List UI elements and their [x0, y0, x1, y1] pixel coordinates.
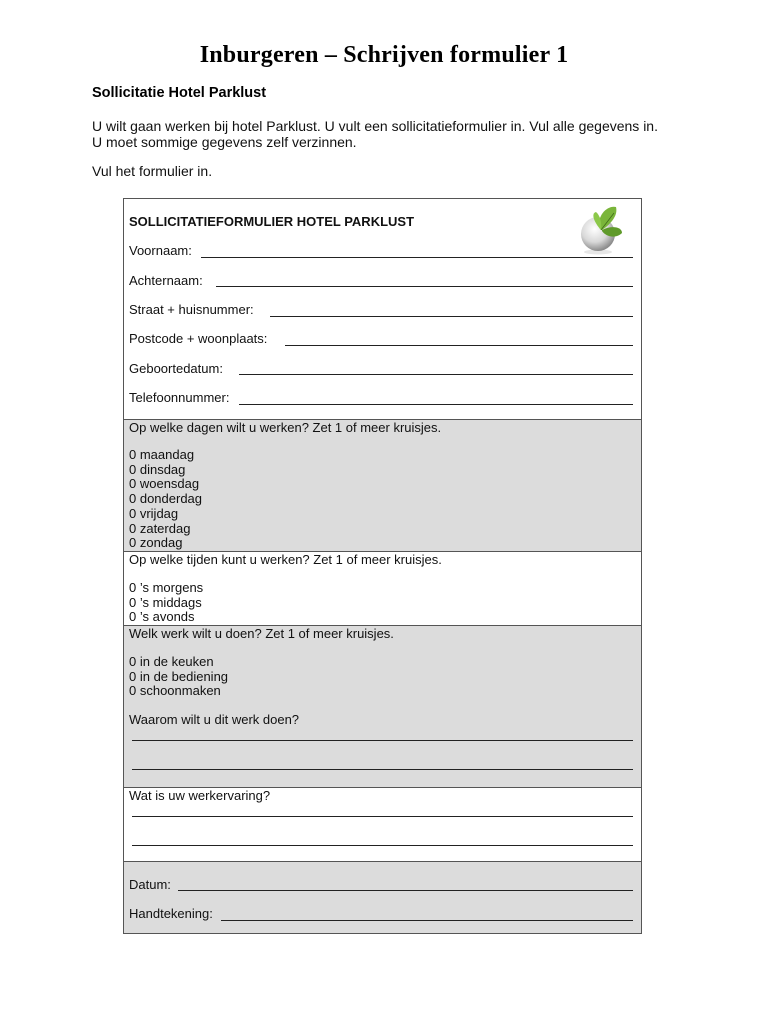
time-option-avonds[interactable]: 0 ’s avonds	[129, 609, 195, 625]
handtekening-field[interactable]	[221, 920, 633, 921]
day-option-maandag[interactable]: 0 maandag	[129, 447, 195, 462]
day-option-dinsdag[interactable]: 0 dinsdag	[129, 461, 186, 477]
achternaam-field[interactable]	[216, 286, 633, 287]
times-question: Op welke tijden kunt u werken? Zet 1 of meer kruisjes.	[129, 552, 442, 567]
achternaam-label: Achternaam:	[129, 273, 203, 288]
signature-section	[124, 862, 641, 933]
datum-label: Datum:	[129, 877, 171, 892]
page-title: Inburgeren – Schrijven formulier 1	[199, 42, 569, 68]
instruction-text: Vul het formulier in.	[92, 163, 213, 179]
datum-field[interactable]	[178, 890, 633, 891]
handtekening-label: Handtekening:	[129, 906, 213, 921]
work-section	[124, 626, 641, 788]
why-answer-line-2[interactable]	[132, 769, 633, 770]
days-question: Op welke dagen wilt u werken? Zet 1 of meer kruisjes.	[129, 420, 442, 435]
days-section	[124, 420, 641, 552]
work-option-keuken[interactable]: 0 in de keuken	[129, 654, 214, 669]
work-question: Welk werk wilt u doen? Zet 1 of meer kruisjes.	[129, 626, 394, 641]
voornaam-label: Voornaam:	[129, 243, 192, 258]
time-option-morgens[interactable]: 0 ’s morgens	[129, 580, 204, 595]
work-option-schoonmaken[interactable]: 0 schoonmaken	[129, 683, 221, 699]
time-option-middags[interactable]: 0 ’s middags	[129, 594, 202, 610]
times-section	[124, 552, 641, 626]
straat-label: Straat + huisnummer:	[129, 302, 254, 317]
straat-field[interactable]	[270, 316, 633, 317]
telefoon-field[interactable]	[239, 404, 633, 405]
postcode-label: Postcode + woonplaats:	[129, 331, 268, 346]
intro-line-2: U moet sommige gegevens zelf verzinnen.	[92, 134, 357, 150]
day-option-zondag[interactable]: 0 zondag	[129, 535, 183, 551]
why-answer-line-1[interactable]	[132, 740, 633, 741]
telefoon-label: Telefoonnummer:	[129, 390, 230, 405]
day-option-vrijdag[interactable]: 0 vrijdag	[129, 505, 179, 521]
experience-answer-line-1[interactable]	[132, 816, 633, 817]
geboortedatum-field[interactable]	[239, 374, 633, 375]
voornaam-field[interactable]	[201, 257, 633, 258]
day-option-woensdag[interactable]: 0 woensdag	[129, 476, 200, 492]
intro-line-1: U wilt gaan werken bij hotel Parklust. U vult een sollicitatieformulier in. Vul alle gegevens in.	[92, 118, 658, 134]
day-option-zaterdag[interactable]: 0 zaterdag	[129, 520, 191, 536]
why-question: Waarom wilt u dit werk doen?	[129, 712, 300, 727]
postcode-field[interactable]	[285, 345, 633, 346]
geboortedatum-label: Geboortedatum:	[129, 361, 223, 376]
page-subtitle: Sollicitatie Hotel Parklust	[92, 85, 267, 101]
application-form	[123, 198, 642, 934]
experience-question: Wat is uw werkervaring?	[129, 788, 271, 803]
form-header: SOLLICITATIEFORMULIER HOTEL PARKLUST	[129, 214, 415, 229]
work-option-bediening[interactable]: 0 in de bediening	[129, 668, 229, 684]
personal-details-section	[124, 199, 641, 420]
experience-section	[124, 788, 641, 862]
intro-text	[92, 118, 692, 150]
day-option-donderdag[interactable]: 0 donderdag	[129, 491, 203, 507]
experience-answer-line-2[interactable]	[132, 845, 633, 846]
butterfly-globe-logo-icon	[578, 203, 628, 255]
